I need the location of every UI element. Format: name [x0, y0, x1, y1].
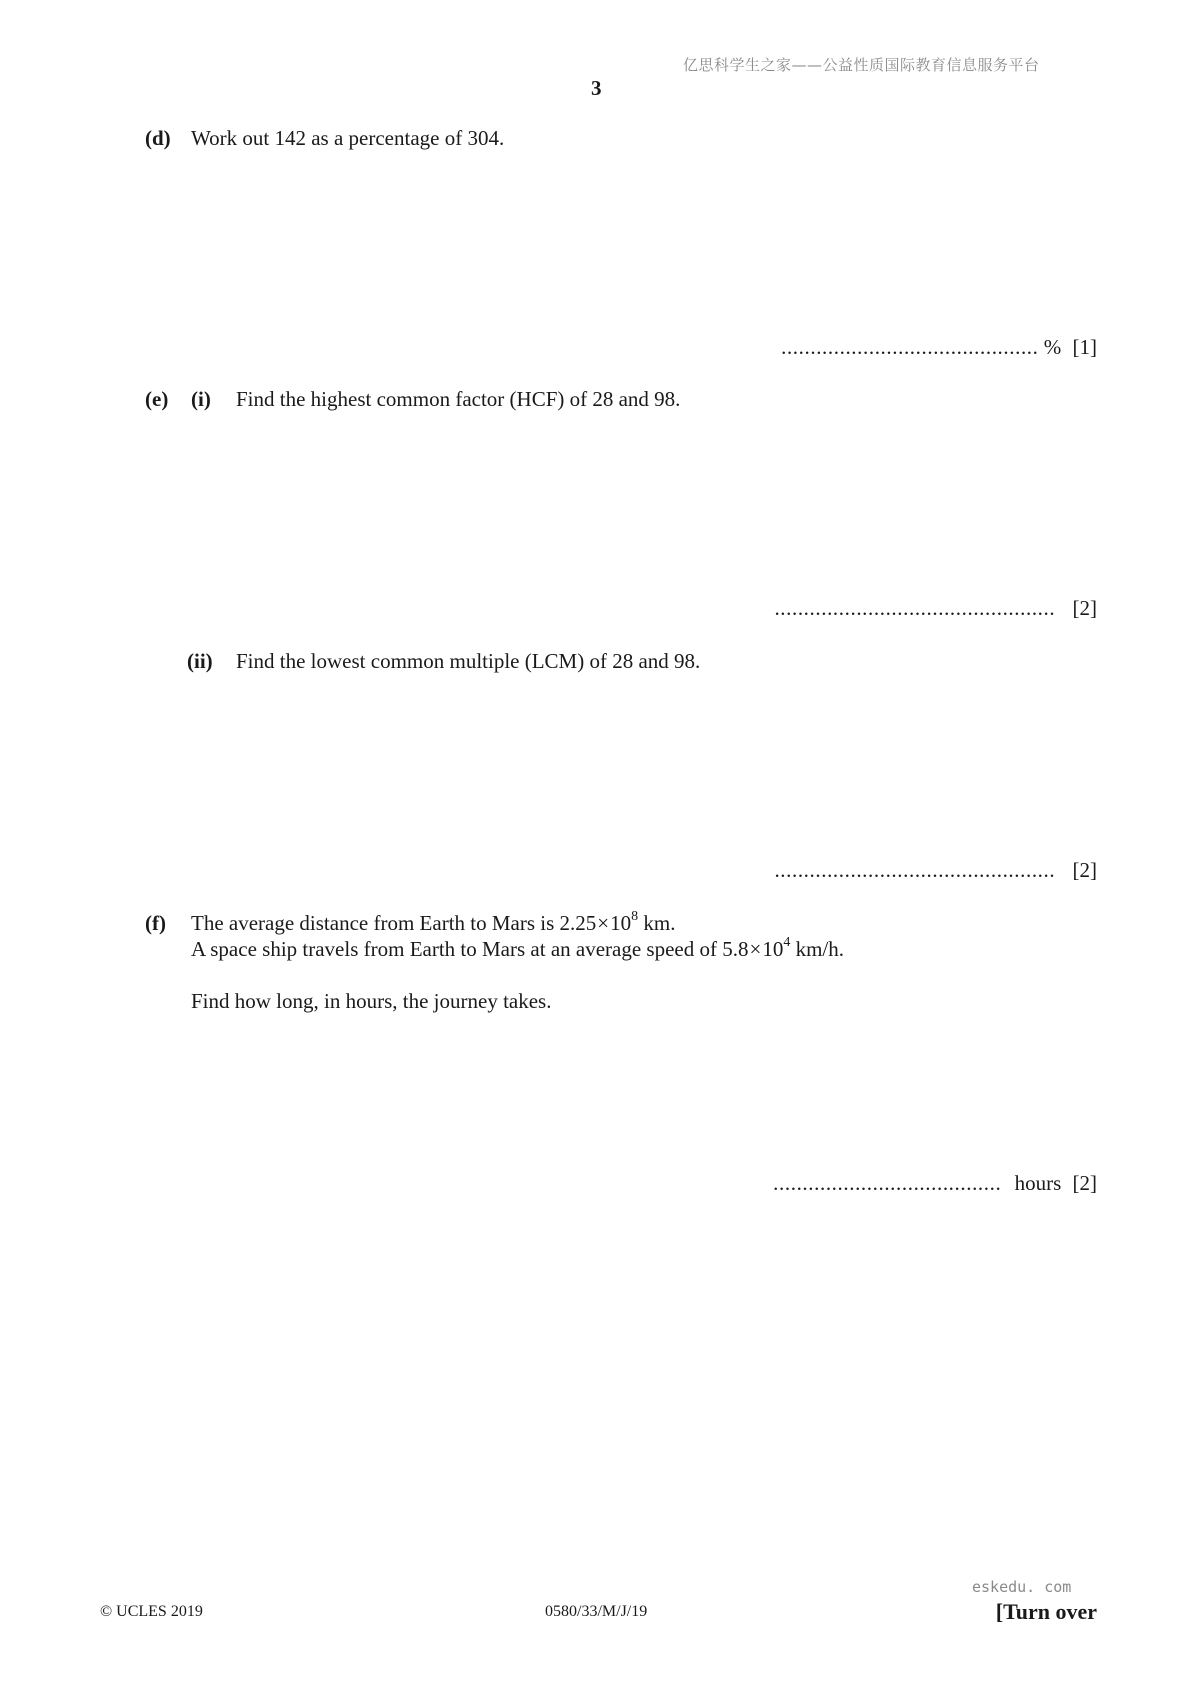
answer-unit: % [1043, 335, 1062, 359]
answer-unit: hours [1014, 1171, 1062, 1195]
question-f-label: (f) [145, 911, 166, 935]
footer-watermark: eskedu. com [972, 1578, 1072, 1596]
question-f-answer-line[interactable] [773, 1170, 1097, 1196]
line1-text: The average distance from Earth to Mars is [191, 911, 555, 935]
question-e-ii-text: Find the lowest common multiple (LCM) of 28 and 98. [236, 649, 701, 673]
line2-base: 10 [762, 937, 784, 961]
line2-exponent: 4 [783, 935, 791, 950]
line1-coefficient: 2.25 [559, 911, 597, 935]
answer-dots: ................................................ [774, 858, 1056, 882]
marks: [1] [1072, 335, 1097, 359]
question-e-ii-answer-line[interactable] [774, 857, 1097, 883]
footer-turn-over: [Turn over [995, 1599, 1097, 1624]
marks: [2] [1072, 1171, 1097, 1195]
line1-base: 10 [610, 911, 632, 935]
question-e-ii-label: (ii) [187, 649, 213, 673]
line2-unit: km/h. [795, 937, 844, 961]
marks: [2] [1072, 596, 1097, 620]
question-e-i-text: Find the highest common factor (HCF) of 28 and 98. [236, 387, 681, 411]
question-d-text: Work out 142 as a percentage of 304. [191, 126, 505, 150]
question-e-i-label: (i) [191, 387, 211, 411]
answer-dots: ............................................ [781, 335, 1039, 359]
question-e-i-answer-line[interactable] [774, 595, 1097, 621]
question-f-line2 [191, 936, 844, 962]
question-f-line3: Find how long, in hours, the journey takes. [191, 989, 552, 1013]
times-sign: × [749, 937, 762, 961]
line2-text: A space ship travels from Earth to Mars at an average speed of [191, 937, 717, 961]
times-sign: × [597, 911, 610, 935]
question-d-answer-line[interactable] [781, 334, 1097, 360]
marks: [2] [1072, 858, 1097, 882]
answer-dots: ....................................... [773, 1171, 1002, 1195]
page-number: 3 [591, 76, 602, 100]
header-watermark: 亿思科学生之家——公益性质国际教育信息服务平台 [683, 56, 1040, 74]
line1-exponent: 8 [631, 909, 639, 924]
question-f-line1 [191, 910, 675, 936]
answer-dots: ................................................ [774, 596, 1056, 620]
question-e-label: (e) [145, 387, 169, 411]
footer-copyright: © UCLES 2019 [100, 1603, 203, 1620]
footer-paper-code: 0580/33/M/J/19 [545, 1603, 648, 1620]
question-d-label: (d) [145, 126, 171, 150]
line1-unit: km. [643, 911, 676, 935]
line2-coefficient: 5.8 [722, 937, 749, 961]
